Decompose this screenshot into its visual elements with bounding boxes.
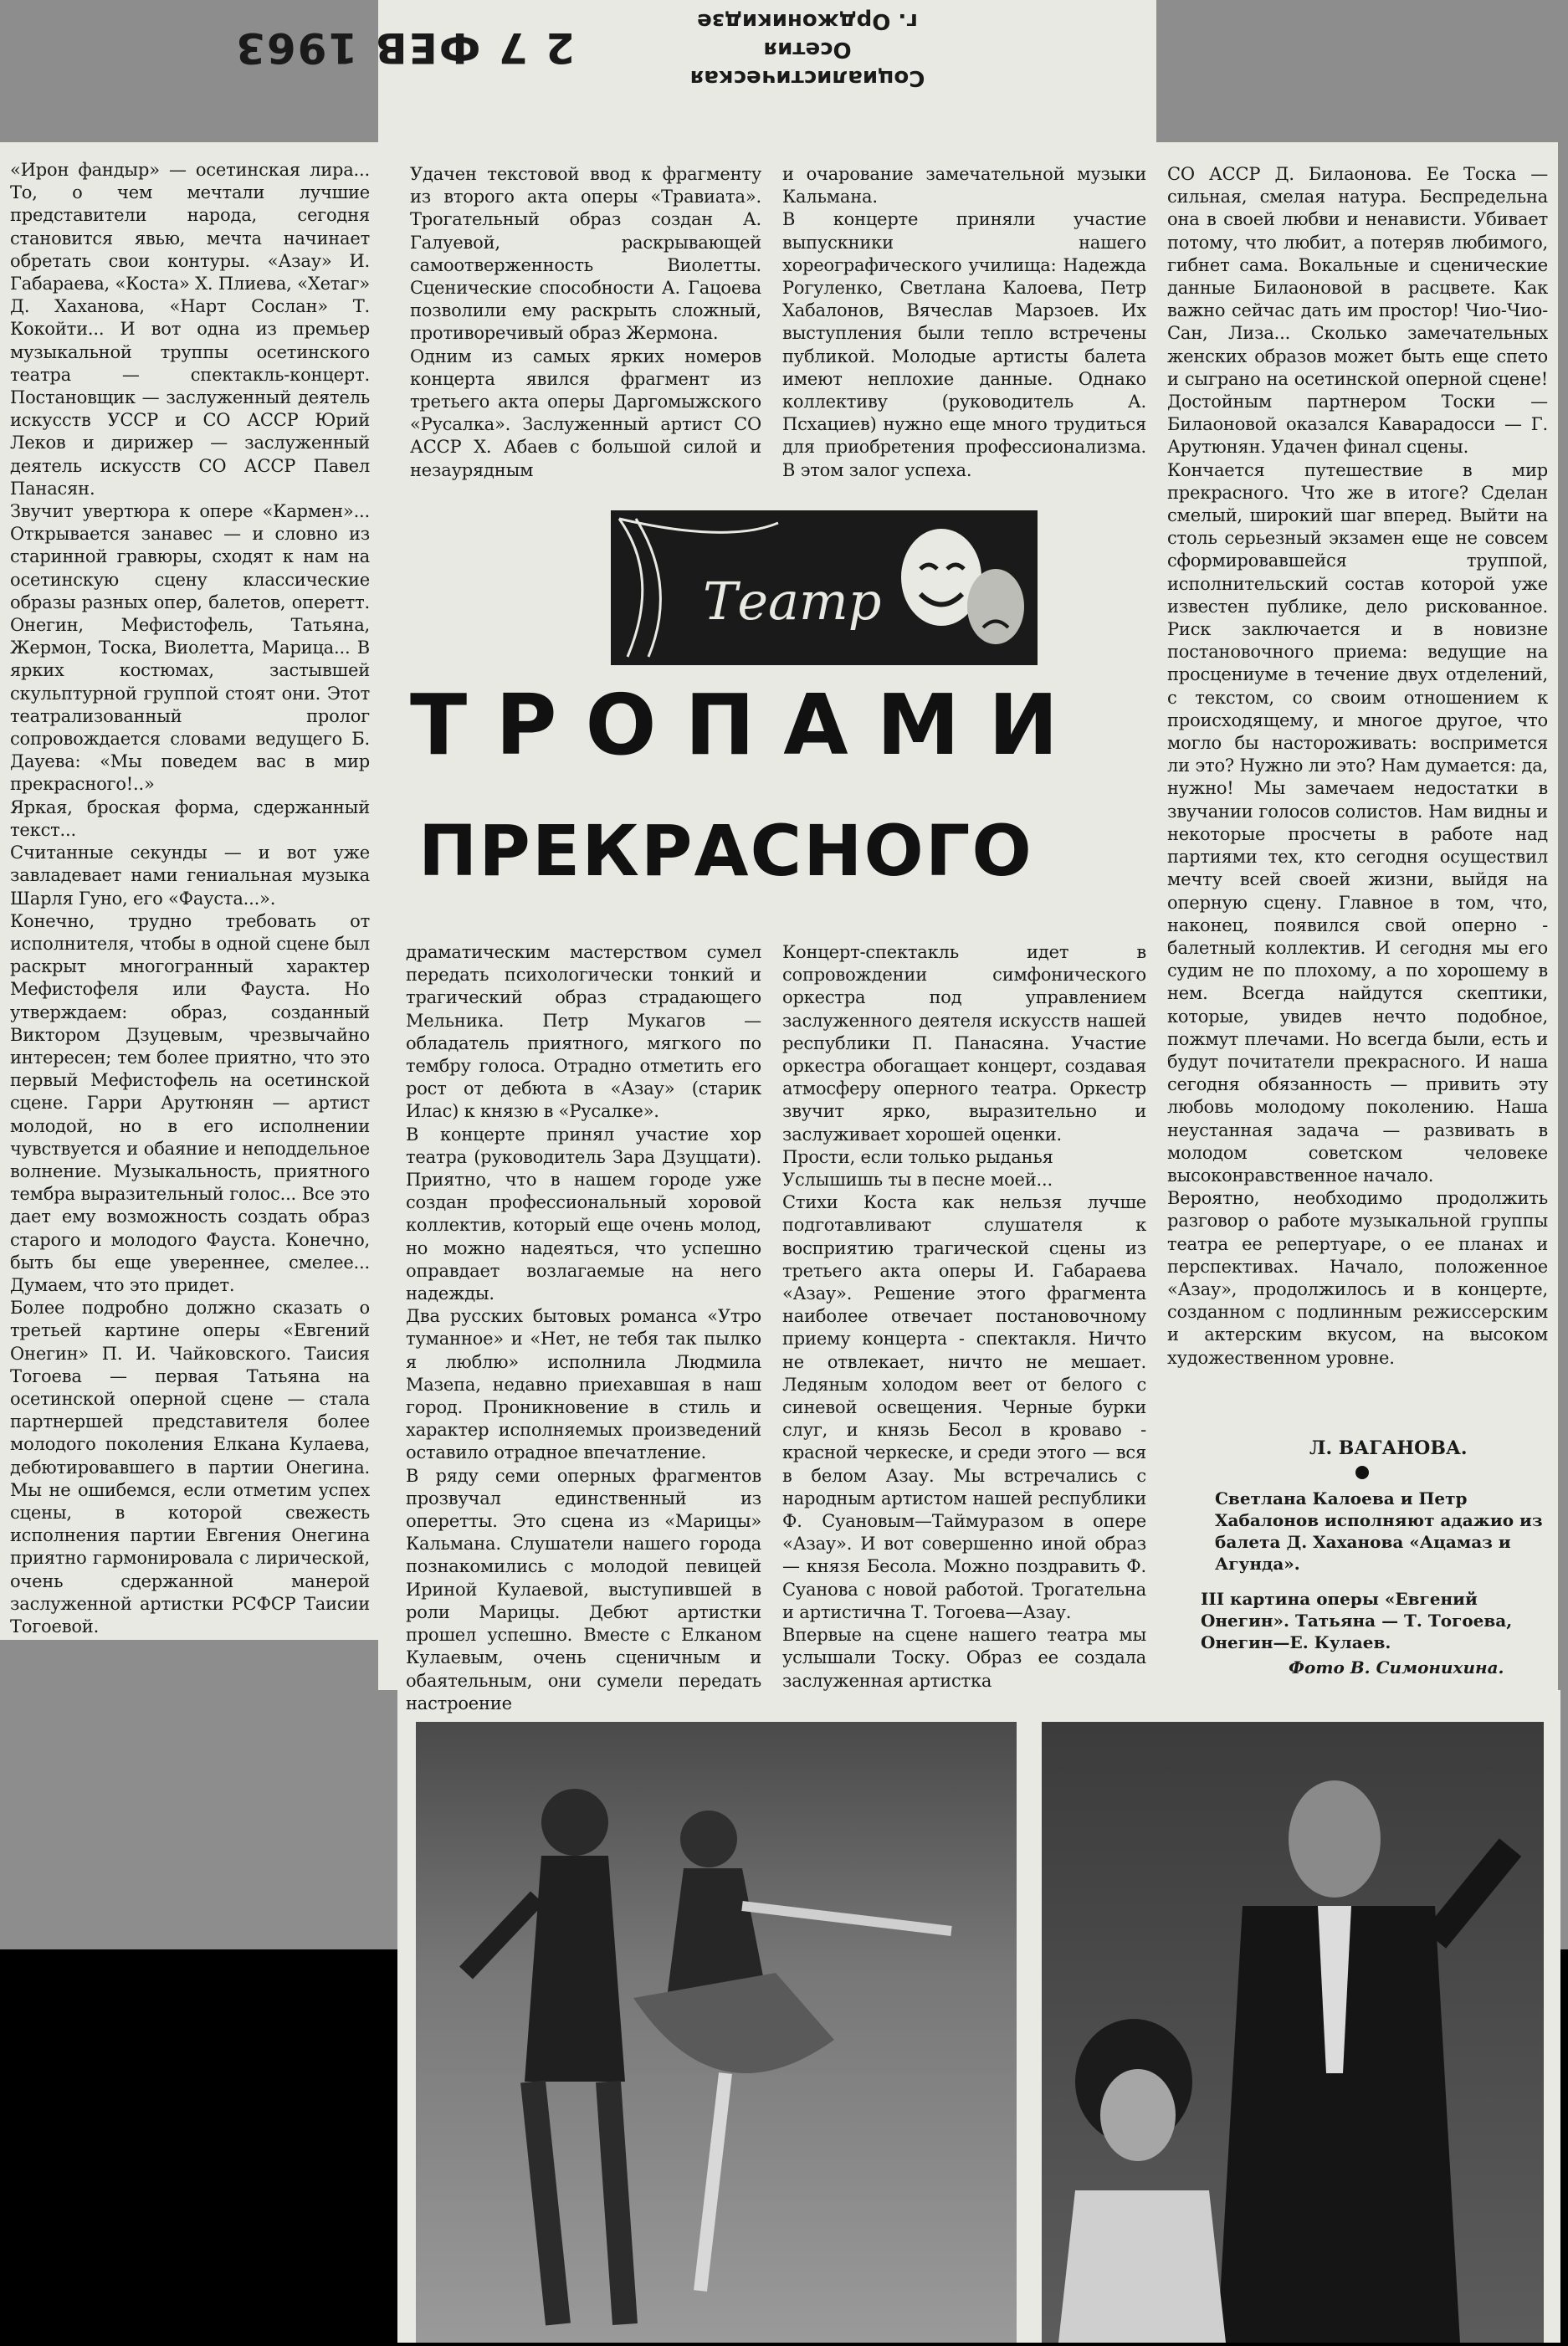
- headline-line-2: ПРЕКРАСНОГО: [418, 810, 1033, 892]
- article-column-3-bottom: Концерт-спектакль идет в сопровождении симфонического оркестра под управлением заслуженного деятеля искусств нашей республики П. Панасяна. Участие оркестра обогащает концерт, создавая атмосферу оперного театра. Оркестр звучит ярко, выразительно и заслуживает хорошей оценки. Прости, если только рыданья Услышишь ты в песне моей... Стихи Коста как нельзя лучше подготавливают слушателя к восприятию трагической сцены из третьего акта оперы И. Габараева «Азау». Решение этого фрагмента наиболее отвечает постановочному приему концерта - спектакля. Ничто не отвлекает, ничто не мешает. Ледяным холодом веет от белого с синевой освещения. Черные бурки слуг, и князь Бесол в кроваво - красной черкеске, и среди этого — вся в белом Азау. Мы встречались с народным артистом нашей республики Ф. Суановым—Таймуразом в опере «Азау». И вот совершенно иной образ — князя Бесола. Можно поздравить Ф. Суанова с новой работой. Трогательна и артистична Т. Тогоева—Азау. Впервые на сцене нашего театра мы услышали Тоску. Образ ее создала заслуженная артистка: [782, 942, 1146, 1691]
- article-column-1: «Ирон фандыр» — осетинская лира... То, о чем мечтали лучшие представители народа, сегодня становится явью, мечта начинает обретать свои контуры. «Азау» И. Габараева, «Коста» Х. Плиева, «Хетаг» Д. Хаханова, «Нарт Сослан» Т. Кокойти... И вот одна из премьер музыкальной труппы осетинского театра — спектакль-концерт. Постановщик — заслуженный деятель искусств УССР и СО АССР Юрий Леков и дирижер — заслуженный деятель искусств СО АССР Павел Панасян. Звучит увертюра к опере «Кармен»... Открывается занавес — и словно из старинной гравюры, сходят к нам на осетинскую сцену классические образы разных опер, балетов, оперетт. Онегин, Мефистофель, Татьяна, Жермон, Тоска, Виолетта, Марица... В ярких костюмах, застывшей скульптурной группой стоят они. Этот театрализованный пролог сопровождается словами ведущего Б. Дауева: «Мы поведем вас в мир прекрасного!..» Яркая, броская форма, сдержанный текст... Считанные секунды — и вот уже завладевает нами гениальная музыка Шарля Гуно, его «Фауста...». Конечно, трудно требовать от исполнителя, чтобы в одной сцене был раскрыт многогранный характер Мефистофеля или Фауста. Но утверждаем: образ, созданный Виктором Дзуцевым, чрезвычайно интересен; тем более приятно, что это первый Мефистофель на осетинской сцене. Гарри Арутюнян — артист молодой, но в его исполнении чувствуется и обаяние и неподдельное волнение. Музыкальность, приятного тембра выразительный голос... Все это дает ему возможность создать образ старого и молодого Фауста. Конечно, быть бы еще увереннее, смелее... Думаем, что это придет. Более подробно должно сказать о третьей картине оперы «Евгений Онегин» П. И. Чайковского. Таисия Тогоева — первая Татьяна на осетинской оперной сцене — стала партнершей представителя более молодого поколения Елкана Кулаева, дебютировавшего в партии Онегина. Мы не ошибемся, если отметим успех сцены, в которой свежесть исполнения партии Евгения Онегина приятно гармонировала с лирической, очень сдержанной манерой заслуженной артистки РСФСР Таисии Тогоевой.: [10, 160, 370, 1637]
- photo-caption-ballet: Светлана Калоева и Петр Хабалонов исполняют адажио из балета Д. Хаханова «Ацамаз и Агунда».: [1215, 1488, 1543, 1574]
- article-column-2-bottom: драматическим мастерством сумел передать психологически тонкий и трагический образ страдающего Мельника. Петр Мукагов — обладатель приятного, мягкого по тембру голоса. Отрадно отметить его рост от дебюта в «Азау» (старик Илас) к князю в «Русалке». В концерте принял участие хор театра (руководитель Зара Дзуццати). Приятно, что в нашем городе уже создан профессиональный хоровой коллектив, который еще очень молод, но можно надеяться, что успешно оправдает возлагаемые на него надежды. Два русских бытовых романса «Утро туманное» и «Нет, не тебя так пылко я люблю» исполнила Людмила Мазепа, недавно приехавшая в наш город. Проникновение в стиль и характер исполняемых произведений оставило отрадное впечатление. В ряду семи оперных фрагментов прозвучал единственный из оперетты. Это сцена из «Марицы» Кальмана. Слушатели нашего города познакомились с молодой певицей Ириной Кулаевой, выступившей в роли Марицы. Дебют артистки прошел успешно. Вместе с Елканом Кулаевым, очень сценичным и обаятельным, они сумели передать настроение: [406, 942, 761, 1713]
- author-signature: Л. ВАГАНОВА.: [1309, 1437, 1468, 1459]
- article-column-3-top: и очарование замечательной музыки Кальмана. В концерте приняли участие выпускники нашего хореографического училища: Надежда Рогуленко, Светлана Калоева, Петр Хабалонов, Вячеслав Марзоев. Их выступления были тепло встречены публикой. Молодые артисты балета имеют неплохие данные. Однако коллективу (руководитель А. Псхациев) нужно еще много трудиться для приобретения профессионализма. В этом залог успеха.: [782, 164, 1146, 480]
- theatre-rubric-emblem: [611, 510, 1038, 665]
- bullet-dot: [1355, 1466, 1369, 1479]
- ballet-photo: [416, 1722, 1017, 2343]
- photo-credit: Фото В. Симонихина.: [1289, 1657, 1504, 1678]
- onegin-photo: [1042, 1722, 1544, 2343]
- headline-line-1: ТРОПАМИ: [410, 676, 1087, 774]
- ballet-dancers-illustration: [416, 1722, 1017, 2343]
- newspaper-stamp: [644, 8, 971, 92]
- photo-caption-onegin: III картина оперы «Евгений Онегин». Татьяна — Т. Тогоева, Онегин—Е. Кулаев.: [1201, 1589, 1513, 1652]
- article-column-2-top: Удачен текстовой ввод к фрагменту из второго акта оперы «Травиата». Трогательный образ создан А. Галуевой, раскрывающей самоотверженность Виолетты. Сценические способности А. Гацоева позволили ему раскрыть сложный, противоречивый образ Жермона. Одним из самых ярких номеров концерта явился фрагмент из третьего акта оперы Даргомыжского «Русалка». Заслуженный артист СО АССР Х. Абаев с большой силой и незаурядным: [410, 164, 761, 480]
- article-column-4: СО АССР Д. Билаонова. Ее Тоска — сильная, смелая натура. Беспредельна она в своей любви и ненависти. Убивает потому, что любит, а потеряв любимого, гибнет сама. Вокальные и сценические данные Билаоновой в расцвете. Как важно сейчас дать им простор! Чио-Чио-Сан, Лиза... Сколько замечательных женских образов может быть еще спето и сыграно на осетинской оперной сцене! Достойным партнером Тоски — Билаоновой оказался Каварадосси — Г. Арутюнян. Удачен финал сцены. Кончается путешествие в мир прекрасного. Что же в итоге? Сделан смелый, широкий шаг вперед. Выйти на столь серьезный экзамен еще не совсем сформировавшейся труппой, исполнительский состав которой уже известен публике, дело рискованное. Риск заключается и в новизне постановочного приема: ведущие на просцениуме в течение двух отделений, с текстом, со своим отношением к происходящему, и многое другое, что могло бы настороживать: воспримется ли это? Нужно ли это? Нам думается: да, нужно! Мы замечаем недостатки в звучании голосов солистов. Нам видны и некоторые просчеты в работе над партиями тех, кто сегодня осуществил мечту всей своей жизни, выйдя на оперную сцену. Главное в том, что, наконец, появился свой оперно - балетный коллектив. И сегодня мы его судим не по плохому, а по хорошему в нем. Всегда найдутся скептики, которые, увидев нечто подобное, пожмут плечами. Но всегда были, есть и будут почитатели прекрасного. И наша сегодня обязанность — привить эту любовь молодому поколению. Наша неустанная задача — развивать в молодом советском человеке высоконравственное начало. Вероятно, необходимо продолжить разговор о работе музыкальной группы театра ее репертуаре, о ее планах и перспективах. Начало, положенное «Азау», продолжилось и в концерте, созданном с подлинным режиссерским и актерским вкусом, на высоком художественном уровне.: [1167, 164, 1548, 1368]
- archive-date-stamp: 2 7 ФЕВ 1963: [234, 23, 575, 72]
- rubric-label: Театр: [703, 571, 882, 632]
- onegin-scene-illustration: [1042, 1722, 1544, 2343]
- newspaper-city: г. Орджоникидзе: [697, 8, 918, 33]
- newspaper-name: Социалистическая Осетия: [689, 37, 925, 90]
